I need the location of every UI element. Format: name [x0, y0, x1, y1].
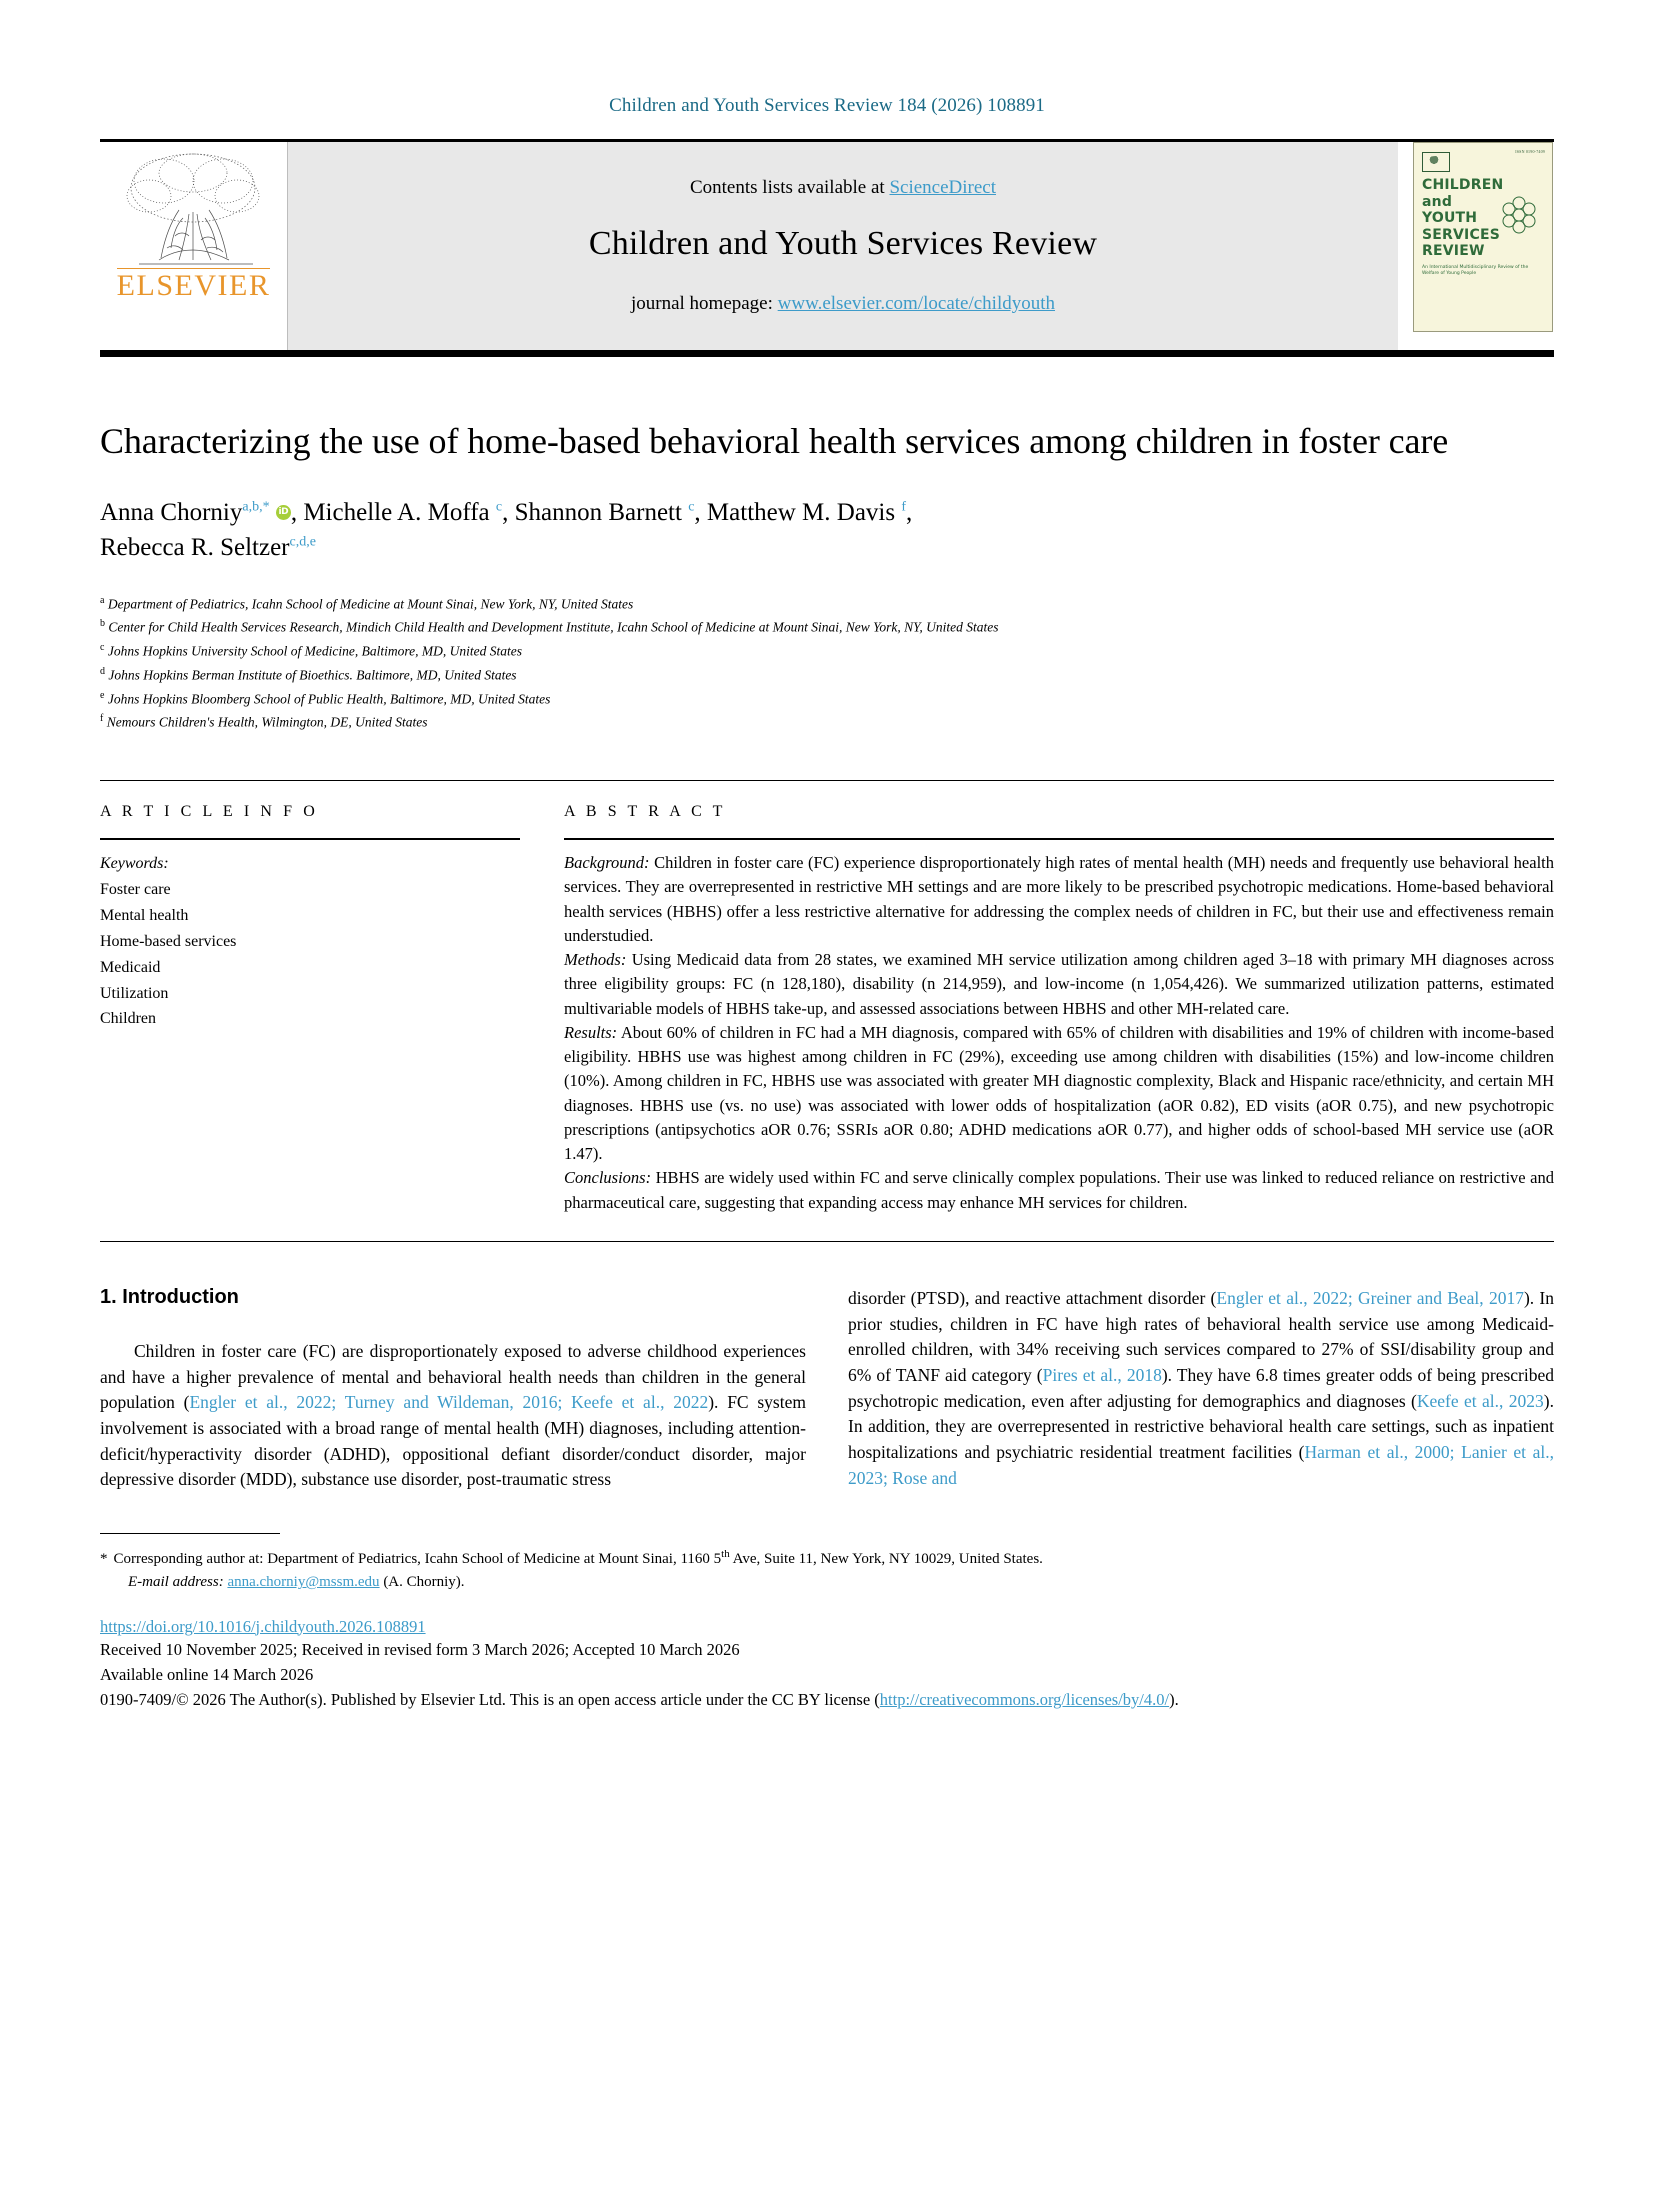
- affiliation-mark: e: [100, 689, 105, 701]
- abstract-text: Children in foster care (FC) experience disproportionately high rates of mental health (MH) needs and frequently use behavioral health services. They are overrepresented in restrictive MH settings and are more likely to be prescribed psychotropic medications. Home-based behavioral health services (HBHS) offer a less restrictive alternative for addressing the complex needs of children in FC, but their use and effectiveness remain understudied.: [564, 853, 1554, 945]
- author-sep-2: , Shannon Barnett: [502, 498, 689, 526]
- body-column-right: [848, 1286, 1554, 1493]
- email-suffix: (A. Chorniy).: [379, 1574, 465, 1591]
- cover-line-2: and: [1422, 193, 1453, 210]
- keyword-item: Utilization: [100, 984, 169, 1002]
- abstract-paragraph: [564, 1166, 1554, 1215]
- copyright-text: 0190-7409/© 2026 The Author(s). Published by Elsevier Ltd. This is an open access article under the CC BY license (: [100, 1689, 880, 1709]
- journal-cover-cell: [1398, 142, 1554, 350]
- contents-prefix: Contents lists available at: [689, 177, 890, 198]
- affiliation-text: Johns Hopkins University School of Medicine, Baltimore, MD, United States: [107, 643, 522, 659]
- affiliation-item: [100, 687, 1554, 711]
- intro-seg: ). FC system involvement is associated with a broad range of mental health (MH) diagnoses, including attention-deficit/hyperactivity disorder (ADHD), oppositional defiant disorder/conduct disorder, major depressive disorder (MDD), substance use disorder, post-traumatic stress: [100, 1392, 806, 1490]
- info-abstract-region: [100, 780, 1554, 1215]
- page-title: Characterizing the use of home-based behavioral health services among children in foster care: [100, 421, 1449, 461]
- abstract-lead: Results:: [564, 1022, 618, 1042]
- affiliation-text: Johns Hopkins Bloomberg School of Public Health, Baltimore, MD, United States: [107, 691, 551, 707]
- keyword-item: Home-based services: [100, 932, 237, 950]
- affiliation-item: [100, 615, 1554, 639]
- body-columns: [100, 1286, 1554, 1493]
- abstract-rule: [564, 838, 1554, 840]
- email-label: E-mail address:: [128, 1574, 224, 1591]
- abstract-paragraph: [564, 948, 1554, 1021]
- running-head: Children and Youth Services Review 184 (2026) 108891: [609, 95, 1045, 116]
- author-sup-chorniy: a,b,*: [242, 499, 270, 515]
- journal-cover-thumbnail: [1413, 142, 1553, 332]
- corresponding-author-note: [100, 1546, 1554, 1571]
- abstract-lead: Methods:: [564, 950, 627, 970]
- title-block: [100, 419, 1554, 734]
- article-info-column: [100, 803, 520, 1215]
- intro-paragraph-right: [848, 1286, 1554, 1492]
- elsevier-wordmark: ELSEVIER: [116, 269, 271, 302]
- abstract-heading: A B S T R A C T: [564, 803, 727, 821]
- abstract-paragraph: [564, 1021, 1554, 1167]
- affiliation-item: [100, 663, 1554, 687]
- author-list: Anna Chorniy$^{a,b,*}$ iD , Michelle A. Moffa $^c$, Shannon Barnett $^c$, Matthew M. Davis $^f$, Rebecca R. Seltzer$^{c,d,e}$: [100, 498, 913, 562]
- section-heading-introduction: 1. Introduction: [100, 1285, 239, 1308]
- author-sup-moffa: c: [495, 499, 503, 515]
- keyword-item: Foster care: [100, 880, 171, 898]
- homepage-prefix: journal homepage:: [630, 293, 778, 314]
- affiliation-mark: f: [100, 713, 104, 725]
- author-name-seltzer: Rebecca R. Seltzer: [100, 534, 290, 562]
- abstract-text: HBHS are widely used within FC and serve clinically complex populations. Their use was linked to reduced reliance on restrictive and pharmaceutical care, suggesting that expanding access may enhance MH services for children.: [564, 1168, 1554, 1212]
- cc-license-link[interactable]: http://creativecommons.org/licenses/by/4.0/: [879, 1689, 1170, 1709]
- affiliation-mark: c: [100, 642, 105, 654]
- sciencedirect-link[interactable]: ScienceDirect: [889, 177, 997, 198]
- citation-link[interactable]: Engler et al., 2022; Greiner and Beal, 2017: [1216, 1287, 1524, 1308]
- abstract-bottom-rule: [100, 1241, 1554, 1242]
- author-sup-barnett: c: [688, 499, 695, 515]
- intro-seg: ). In addition, they are overrepresented in restrictive behavioral health care settings, such as inpatient hospitalizations and psychiatric residential treatment facilities (: [848, 1390, 1554, 1463]
- abstract-column: [564, 803, 1554, 1215]
- affiliation-text: Johns Hopkins Berman Institute of Bioethics. Baltimore, MD, United States: [108, 667, 517, 683]
- author-sup-davis: f: [901, 499, 907, 515]
- intro-paragraph-left: [100, 1339, 806, 1493]
- citation-link[interactable]: Keefe et al., 2023: [1416, 1390, 1544, 1411]
- intro-seg: Children in foster care (FC) are disproportionately exposed to adverse childhood experiences and have a higher prevalence of mental and behavioral health needs than children in the general population (: [100, 1340, 806, 1413]
- affiliation-text: Department of Pediatrics, Icahn School of Medicine at Mount Sinai, New York, NY, United States: [107, 596, 634, 612]
- citation-link[interactable]: Pires et al., 2018: [1042, 1364, 1162, 1385]
- received-dates: Received 10 November 2025; Received in revised form 3 March 2026; Accepted 10 March 2026: [100, 1639, 740, 1659]
- cover-elsevier-icon: [1422, 152, 1450, 172]
- affiliation-item: [100, 639, 1554, 663]
- copyright-line: [100, 1687, 1554, 1712]
- author-sep-3: , Matthew M. Davis: [694, 498, 902, 526]
- citation-link[interactable]: Engler et al., 2022; Turney and Wildeman, 2016; Keefe et al., 2022: [189, 1392, 709, 1413]
- abstract-text: About 60% of children in FC had a MH diagnosis, compared with 65% of children with disabilities and 19% of children with income-based eligibility. HBHS use was highest among children in FC (29%), exceeding use among children with disabilities (15%) and low-income children (10%). Among children in FC, HBHS use was associated with greater MH diagnostic complexity, Black and Hispanic race/ethnicity, and certain MH diagnoses. HBHS use (vs. no use) was associated with lower odds of hospitalization (aOR 0.82), ED visits (aOR 0.75), and new psychotropic prescriptions (antipsychotics aOR 0.76; SSRIs aOR 0.80; ADHD medications aOR 0.77), and higher odds of school-based MH service use (aOR 1.47).: [564, 1022, 1554, 1164]
- affiliation-item: [100, 710, 1554, 734]
- footnote-region: [100, 1533, 1554, 1595]
- keywords-label: Keywords:: [100, 855, 169, 873]
- affiliation-text: Center for Child Health Services Research, Mindich Child Health and Development Institute, Icahn School of Medicine at Mount Sinai, New York, NY, United States: [108, 619, 999, 635]
- author-sup-seltzer: c,d,e: [289, 534, 316, 550]
- journal-masthead: [100, 139, 1554, 350]
- intro-seg: disorder (PTSD), and reactive attachment disorder (: [848, 1287, 1217, 1308]
- homepage-line: [631, 293, 1055, 315]
- footer-region: [100, 1617, 1554, 1712]
- keyword-item: Children: [100, 1010, 156, 1028]
- abstract-paragraph: [564, 851, 1554, 948]
- abstract-text: Using Medicaid data from 28 states, we examined MH service utilization among children aged 3–18 with primary MH diagnoses across three eligibility groups: FC (n 128,180), disability (n 214,959), and low-income (n 1,054,426). We summarized utilization patterns, estimated multivariable models of HBHS take-up, and assessed associations between HBHS and other MH-related care.: [564, 950, 1554, 1018]
- author-name-chorniy: Anna Chorniy: [100, 498, 243, 526]
- orcid-icon[interactable]: iD: [276, 505, 291, 520]
- cover-line-3: YOUTH: [1422, 210, 1478, 227]
- cover-issn: ISSN 0190-7409: [1515, 149, 1545, 154]
- cover-line-4: SERVICES: [1422, 226, 1500, 243]
- available-online-date: Available online 14 March 2026: [100, 1664, 314, 1684]
- copyright-suffix: ).: [1169, 1689, 1179, 1709]
- affiliation-list: [100, 592, 1554, 734]
- affiliation-text: Nemours Children's Health, Wilmington, DE, United States: [106, 714, 428, 730]
- masthead-center: [288, 142, 1398, 350]
- corresponding-author-rest: Ave, Suite 11, New York, NY 10029, United States.: [729, 1551, 1043, 1568]
- cover-line-5: REVIEW: [1422, 243, 1485, 260]
- elsevier-logo-cell: [100, 142, 288, 350]
- email-note: [100, 1571, 1554, 1594]
- keyword-item: Medicaid: [100, 958, 161, 976]
- affiliation-mark: a: [100, 594, 105, 606]
- footnote-star: *: [100, 1551, 108, 1568]
- journal-homepage-link[interactable]: www.elsevier.com/locate/childyouth: [777, 293, 1056, 314]
- cover-line-1: CHILDREN: [1422, 177, 1504, 193]
- abstract-lead: Conclusions:: [564, 1168, 652, 1188]
- footnote-rule: [100, 1533, 280, 1534]
- author-sep-1: , Michelle A. Moffa: [290, 498, 496, 526]
- article-info-heading: A R T I C L E I N F O: [100, 803, 319, 821]
- cover-tagline: An International Multidisciplinary Review of the Welfare of Young People: [1422, 264, 1529, 276]
- cover-rings-icon: [1498, 195, 1540, 235]
- email-link[interactable]: anna.chorniy@mssm.edu: [227, 1574, 380, 1591]
- contents-line: [690, 177, 996, 199]
- affiliation-mark: b: [100, 618, 105, 630]
- body-column-left: [100, 1286, 806, 1493]
- journal-title: Children and Youth Services Review: [588, 225, 1098, 262]
- corresponding-author-text: Corresponding author at: Department of Pediatrics, Icahn School of Medicine at Mount Sinai, 1160 5: [113, 1551, 722, 1568]
- intro-seg: ). In prior studies, children in FC have high rates of behavioral health service use among Medicaid-enrolled children, with 34% receiving such services compared to 27% of SSI/disability group and 6% of TANF aid category (: [848, 1287, 1555, 1385]
- abstract-lead: Background:: [564, 853, 650, 873]
- intro-seg: ). They have 6.8 times greater odds of being prescribed psychotropic medication, even after adjusting for demographics and diagnoses (: [848, 1364, 1554, 1411]
- keyword-item: Mental health: [100, 906, 189, 924]
- article-info-rule: [100, 838, 520, 840]
- doi-link[interactable]: https://doi.org/10.1016/j.childyouth.2026.108891: [100, 1616, 426, 1636]
- masthead-bottom-rule: [100, 350, 1554, 357]
- citation-link[interactable]: Harman et al., 2000; Lanier et al., 2023; Rose and: [848, 1442, 1554, 1488]
- ordinal-suffix: th: [721, 1548, 730, 1561]
- affiliation-item: [100, 592, 1554, 616]
- elsevier-tree-icon: [119, 148, 269, 266]
- affiliation-mark: d: [100, 665, 105, 677]
